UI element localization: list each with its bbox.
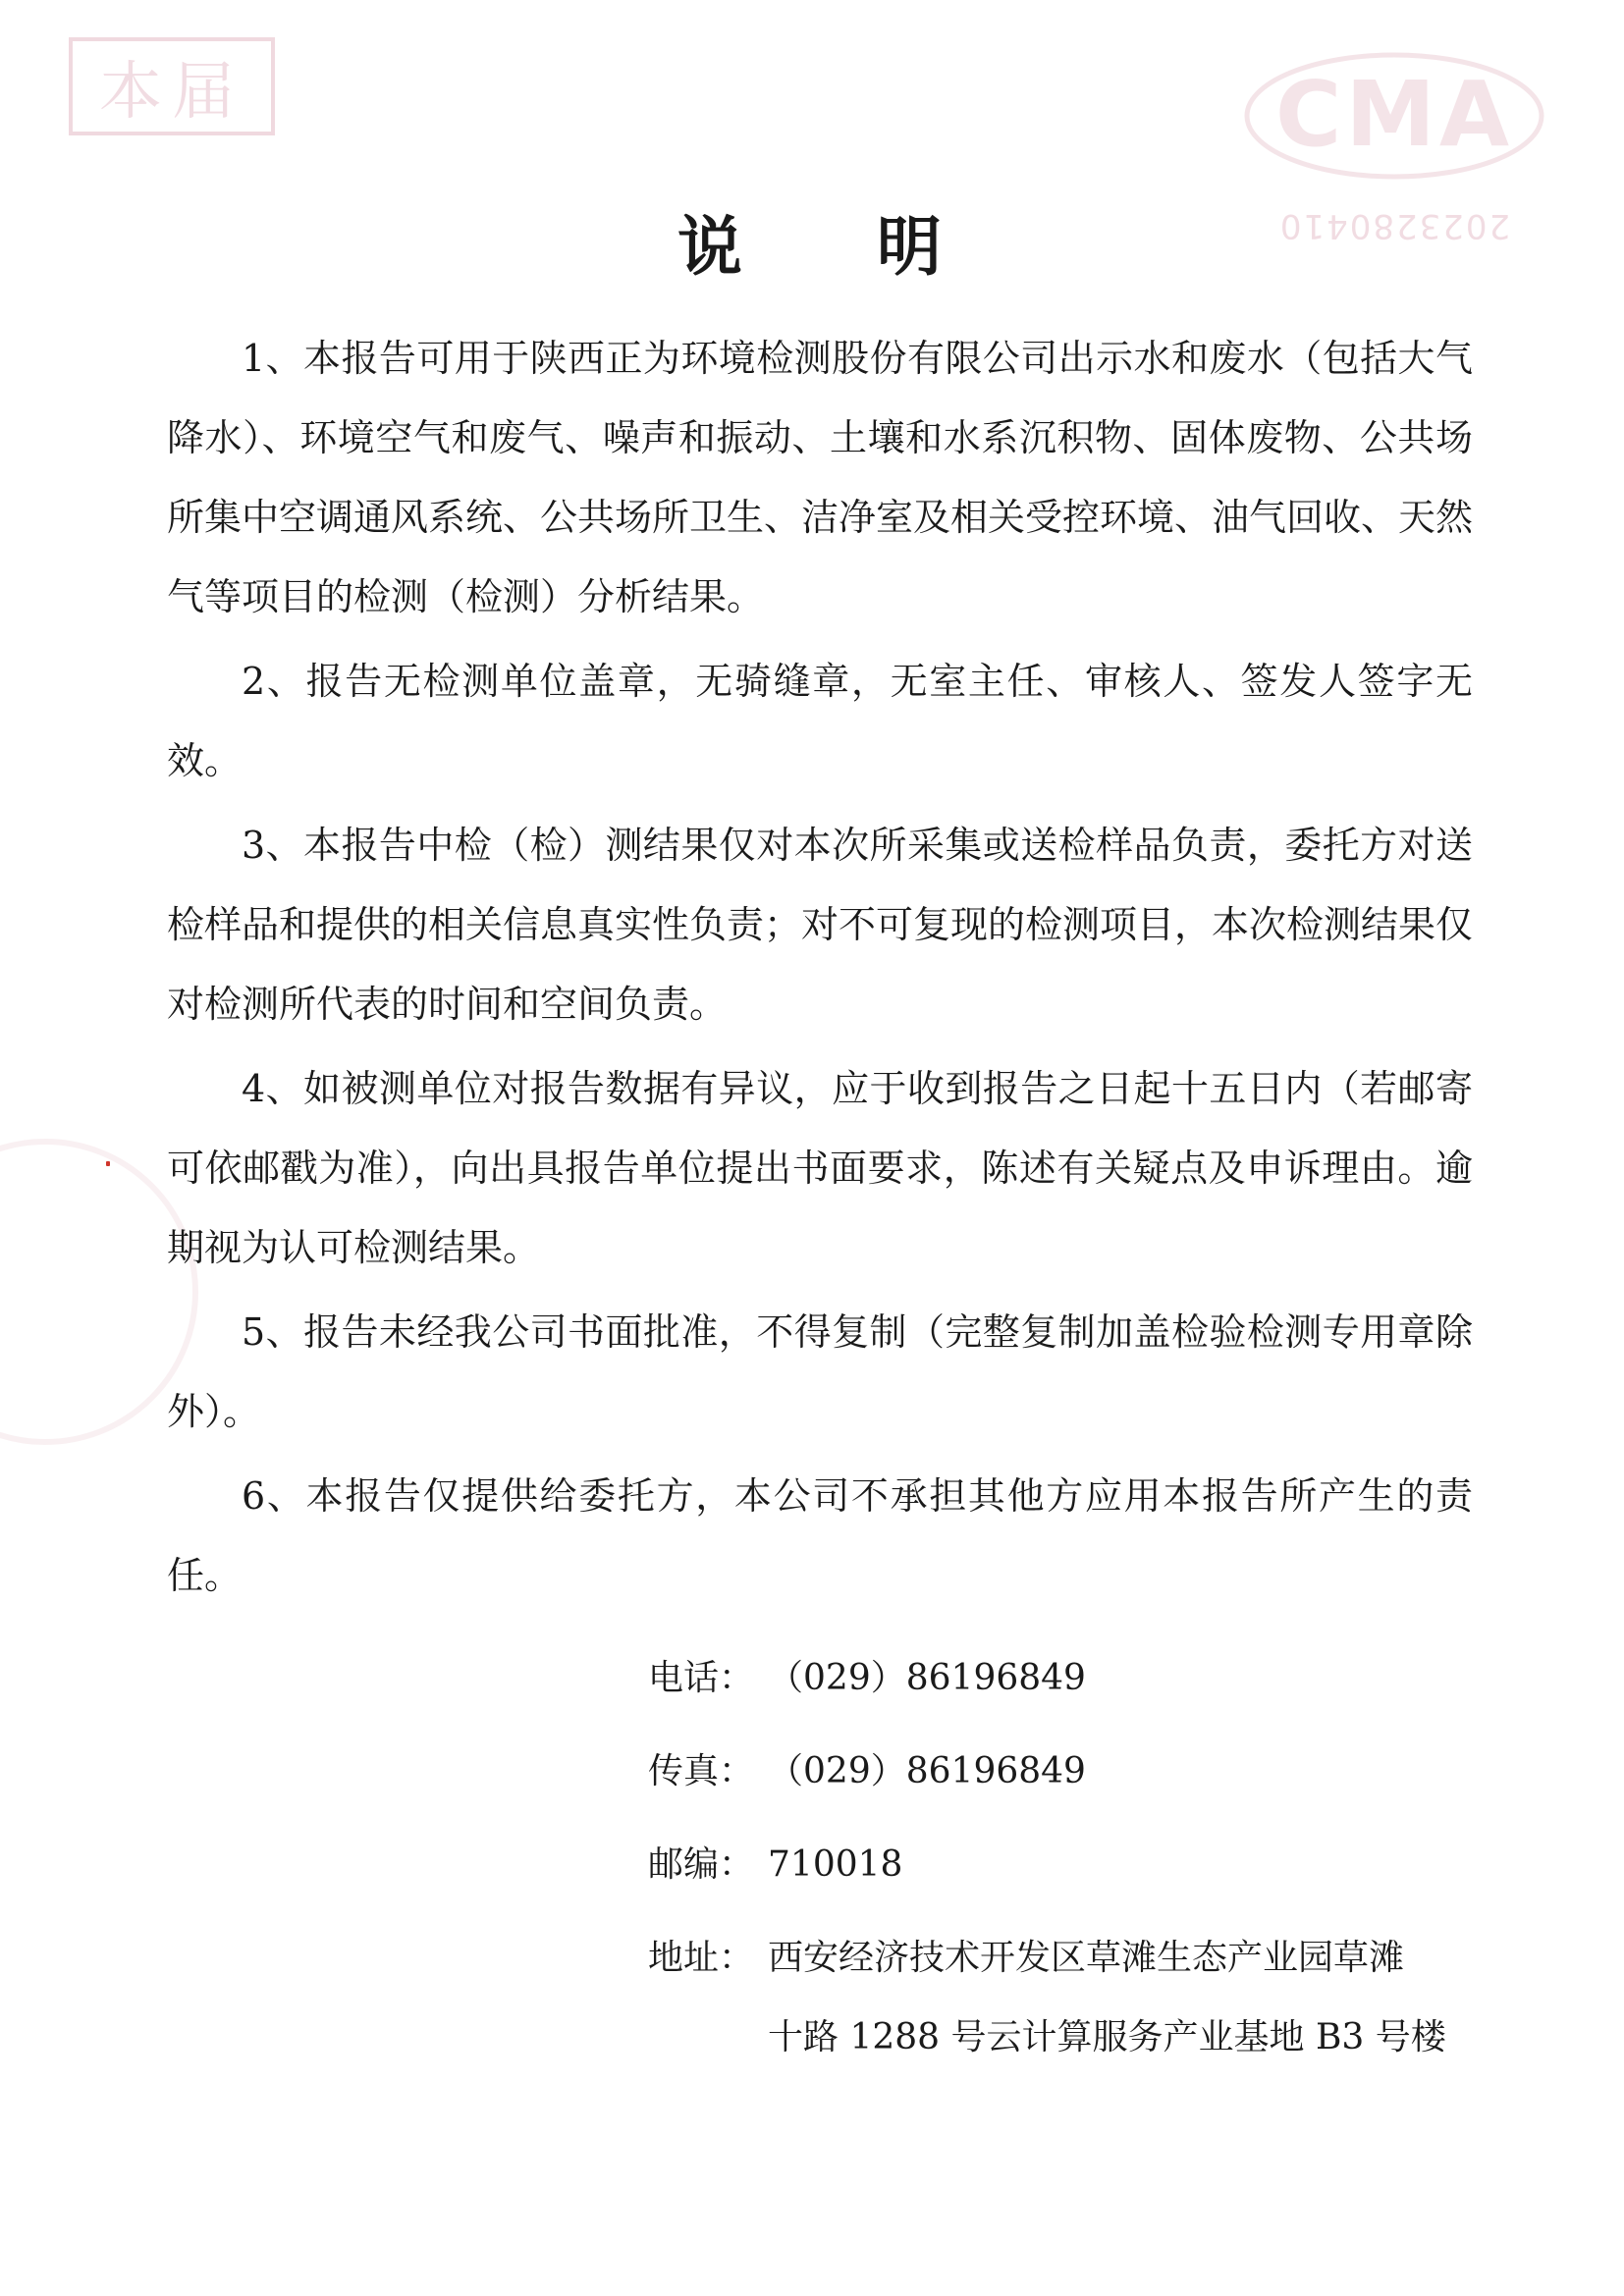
page-title <box>0 194 1624 288</box>
phone-row <box>648 1659 1512 1698</box>
cma-number-text: 2023280410 <box>1277 206 1511 245</box>
postcode-row <box>648 1845 1512 1885</box>
note-paragraph-5: 5、报告未经我公司书面批准，不得复制（完整复制加盖检验检测专用章除外）。 <box>167 1310 1473 1433</box>
note-paragraph-4: 4、如被测单位对报告数据有异议，应于收到报告之日起十五日内（若邮寄可依邮戳为准），向出具报告单位提出书面要求，陈述有关疑点及申诉理由。逾期视为认可检测结果。 <box>167 1067 1473 1269</box>
postcode-label: 邮编： <box>648 1844 755 1885</box>
copy-stamp <box>69 37 275 135</box>
note-paragraph-6: 6、本报告仅提供给委托方，本公司不承担其他方应用本报告所产生的责任。 <box>167 1474 1473 1597</box>
title-char-2: 明 <box>877 208 947 285</box>
note-paragraph-2: 2、报告无检测单位盖章，无骑缝章，无室主任、审核人、签发人签字无效。 <box>167 660 1473 782</box>
address-value <box>768 1918 1446 2077</box>
address-label: 地址： <box>648 1938 755 1978</box>
postcode-value: 710018 <box>768 1844 903 1885</box>
fax-row <box>648 1752 1512 1791</box>
address-line-1: 西安经济技术开发区草滩生态产业园草滩 <box>768 1938 1405 1978</box>
fax-value: （029）86196849 <box>768 1751 1086 1791</box>
title-char-1: 说 <box>677 208 747 285</box>
fax-label: 传真： <box>648 1751 755 1791</box>
phone-label: 电话： <box>648 1658 755 1698</box>
phone-value: （029）86196849 <box>768 1658 1086 1698</box>
cma-mark-text: CMA <box>1274 62 1514 167</box>
notes-body <box>167 319 1473 1621</box>
contact-block <box>648 1659 1512 2131</box>
note-paragraph-1: 1、本报告可用于陕西正为环境检测股份有限公司出示水和废水（包括大气降水）、环境空气和废气、噪声和振动、土壤和水系沉积物、固体废物、公共场所集中空调通风系统、公共场所卫生、洁净室及相关受控环境、油气回收、天然气等项目的检测（检测）分析结果。 <box>167 337 1474 618</box>
copy-stamp-text: 本届 <box>99 56 244 129</box>
note-paragraph-3: 3、本报告中检（检）测结果仅对本次所采集或送检样品负责，委托方对送检样品和提供的相关信息真实性负责；对不可复现的检测项目，本次检测结果仅对检测所代表的时间和空间负责。 <box>167 824 1474 1026</box>
address-line-2: 十路 1288 号云计算服务产业基地 B3 号楼 <box>768 2017 1446 2057</box>
red-ink-dot <box>106 1161 110 1166</box>
address-row <box>648 1939 1512 2077</box>
